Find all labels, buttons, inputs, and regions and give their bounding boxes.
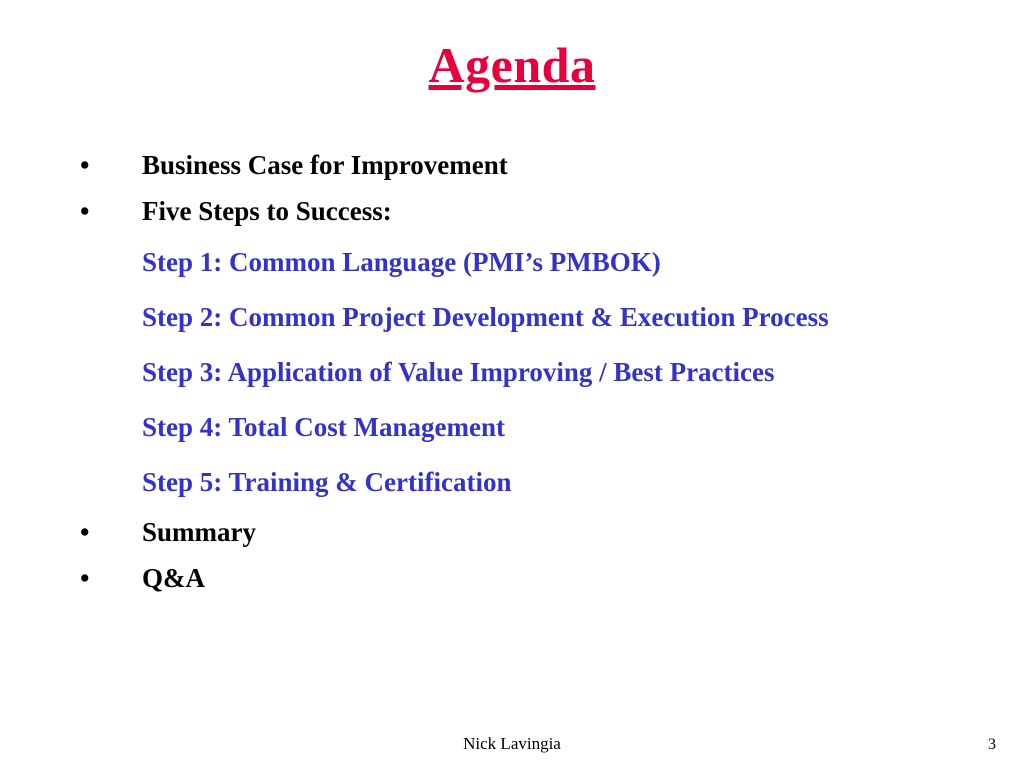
footer-author: Nick Lavingia bbox=[463, 734, 561, 753]
sub-list-item bbox=[142, 350, 964, 394]
sub-list-item-label: Step 2: Common Project Development & Execution Process bbox=[142, 302, 829, 332]
list-item-label: Business Case for Improvement bbox=[142, 150, 508, 180]
slide-content bbox=[80, 148, 964, 607]
sub-list-item bbox=[142, 240, 964, 284]
sub-list-item-label: Step 1: Common Language (PMI’s PMBOK) bbox=[142, 247, 661, 277]
bullet-icon: • bbox=[80, 563, 90, 593]
list-item bbox=[80, 194, 964, 229]
bullet-icon: • bbox=[80, 196, 90, 226]
list-item-label: Q&A bbox=[142, 563, 205, 593]
sub-list-item bbox=[142, 295, 964, 339]
sub-list-item bbox=[142, 405, 964, 449]
sub-list-item-label: Step 5: Training & Certification bbox=[142, 467, 512, 497]
page-title: Agenda bbox=[428, 37, 596, 93]
list-item bbox=[80, 561, 964, 596]
sub-list-item-label: Step 4: Total Cost Management bbox=[142, 412, 505, 442]
sub-list-item-label: Step 3: Application of Value Improving / Best Practices bbox=[142, 357, 775, 387]
sub-list-item bbox=[142, 460, 964, 504]
bullet-icon: • bbox=[80, 150, 90, 180]
list-item-label: Summary bbox=[142, 517, 256, 547]
page-number: 3 bbox=[988, 736, 996, 753]
bullet-icon: • bbox=[80, 517, 90, 547]
list-item bbox=[80, 515, 964, 550]
list-item bbox=[80, 148, 964, 183]
list-item-label: Five Steps to Success: bbox=[142, 196, 392, 226]
